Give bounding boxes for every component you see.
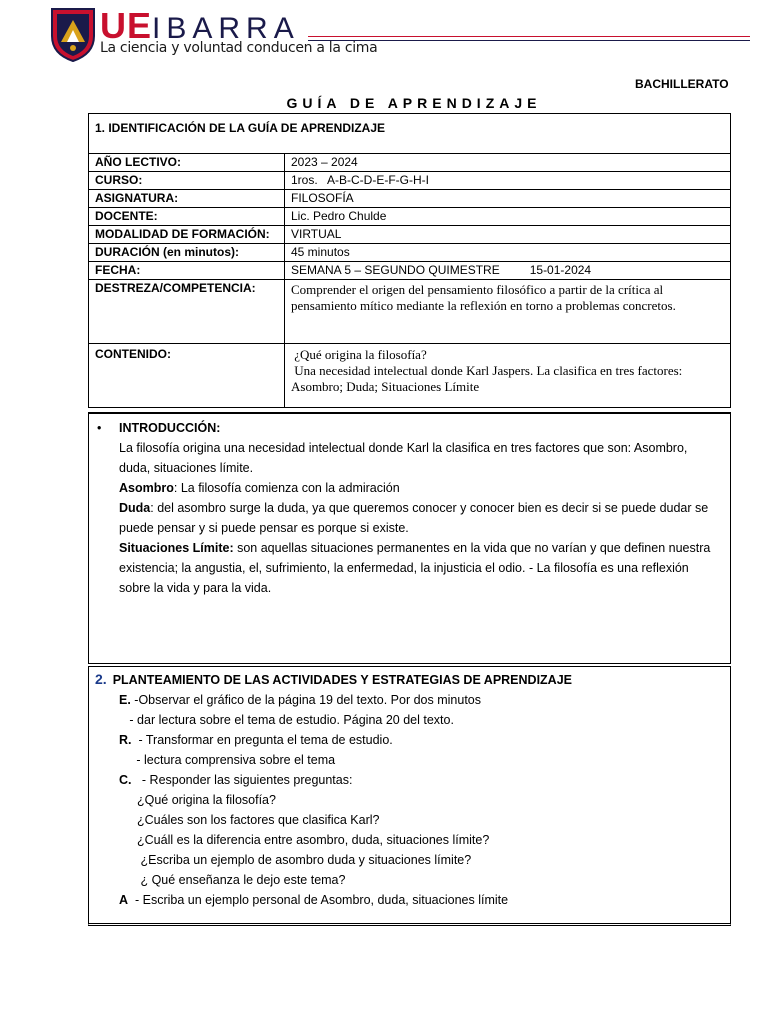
row-value: VIRTUAL xyxy=(291,227,342,241)
list-item: - dar lectura sobre el tema de estudio. Página 20 del texto. xyxy=(119,713,454,727)
identification-table xyxy=(88,113,731,408)
contenido-label: CONTENIDO: xyxy=(89,344,285,407)
step-text: - Responder las siguientes preguntas: xyxy=(131,773,353,787)
school-crest-icon xyxy=(48,6,98,62)
asombro-definition xyxy=(119,478,720,498)
question-item: ¿Qué origina la filosofía? xyxy=(137,793,276,807)
step-text: -Observar el gráfico de la página 19 del texto. Por dos minutos xyxy=(130,693,482,707)
situaciones-definition xyxy=(119,538,720,598)
step-letter: E. xyxy=(119,693,131,707)
table-row xyxy=(89,154,730,172)
destreza-value: Comprender el origen del pensamiento filosófico a partir de la crítica al pensamiento mítico mediante la reflexión en torno a problemas concretos. xyxy=(291,282,676,313)
question-item: ¿Cuáles son los factores que clasifica Karl? xyxy=(137,813,380,827)
question-item: ¿ Qué enseñanza le dejo este tema? xyxy=(137,873,346,887)
list-item xyxy=(119,890,730,910)
table-row xyxy=(89,244,730,262)
list-item xyxy=(119,730,730,750)
row-label: CURSO: xyxy=(89,172,285,189)
introduction-content xyxy=(89,414,730,598)
asombro-term: Asombro xyxy=(119,481,174,495)
list-item xyxy=(119,770,730,790)
activities-section xyxy=(88,666,731,926)
list-item xyxy=(119,690,730,710)
situaciones-term: Situaciones Límite: xyxy=(119,541,234,555)
brand-ue: UE xyxy=(100,5,153,46)
row-label: DURACIÓN (en minutos): xyxy=(89,244,285,261)
step-letter: C. xyxy=(119,773,132,787)
section-number: 2. xyxy=(95,671,107,687)
row-value: 2023 – 2024 xyxy=(291,155,358,169)
duda-text: : del asombro surge la duda, ya que queremos conocer y conocer bien es decir si se puede dudar se puede pensar y si puede pensar es porque si existe. xyxy=(119,501,709,535)
document-title: GUÍA DE APRENDIZAJE xyxy=(286,95,542,111)
step-letter: A xyxy=(119,893,129,907)
table-row xyxy=(89,190,730,208)
questions-list xyxy=(119,790,730,890)
duda-definition xyxy=(119,498,720,538)
row-value: 45 minutos xyxy=(291,245,350,259)
activities-heading-line xyxy=(95,669,730,690)
introduction-heading: INTRODUCCIÓN: xyxy=(119,421,221,435)
table-row xyxy=(89,172,730,190)
table-row xyxy=(89,226,730,244)
education-level: BACHILLERATO xyxy=(635,77,729,91)
activities-list xyxy=(95,690,730,910)
step-letter: R. xyxy=(119,733,132,747)
activities-heading: PLANTEAMIENTO DE LAS ACTIVIDADES Y ESTRATEGIAS DE APRENDIZAJE xyxy=(112,673,573,687)
row-value: FILOSOFÍA xyxy=(291,191,354,205)
row-value: SEMANA 5 – SEGUNDO QUIMESTRE 15-01-2024 xyxy=(291,263,592,277)
school-header xyxy=(48,6,748,64)
question-item: ¿Cuáll es la diferencia entre asombro, duda, situaciones límite? xyxy=(137,833,490,847)
contenido-value xyxy=(285,344,730,407)
introduction-section xyxy=(88,412,731,664)
contenido-line-2: Una necesidad intelectual donde Karl Jaspers. La clasifica en tres factores: Asombro; Duda; Situaciones Límite xyxy=(291,363,685,394)
destreza-row xyxy=(89,280,730,344)
destreza-label: DESTREZA/COMPETENCIA: xyxy=(89,280,285,343)
row-value: 1ros. A-B-C-D-E-F-G-H-I xyxy=(291,173,429,187)
table-row xyxy=(89,208,730,226)
identification-heading: 1. IDENTIFICACIÓN DE LA GUÍA DE APRENDIZAJE xyxy=(89,114,730,154)
table-row xyxy=(89,262,730,280)
row-label: AÑO LECTIVO: xyxy=(89,154,285,171)
row-label: ASIGNATURA: xyxy=(89,190,285,207)
row-label: DOCENTE: xyxy=(89,208,285,225)
contenido-row xyxy=(89,344,730,408)
contenido-line-1: ¿Qué origina la filosofía? xyxy=(291,347,427,362)
school-tagline: La ciencia y voluntad conducen a la cima xyxy=(100,40,378,56)
question-item: ¿Escriba un ejemplo de asombro duda y situaciones límite? xyxy=(137,853,472,867)
row-label: MODALIDAD DE FORMACIÓN: xyxy=(89,226,285,243)
asombro-text: : La filosofía comienza con la admiración xyxy=(173,481,400,495)
step-text: - Escriba un ejemplo personal de Asombro, duda, situaciones límite xyxy=(128,893,509,907)
situaciones-text: son aquellas situaciones permanentes en la vida que no varían y que definen nuestra existencia; la angustia, el, sufrimiento, la enfermedad, la injusticia el odio. - La filosofía es una reflexión sobre la vida y para la vida. xyxy=(119,541,711,595)
bullet-icon: • xyxy=(97,421,102,435)
step-text: - Transformar en pregunta el tema de estudio. xyxy=(131,733,393,747)
row-value: Lic. Pedro Chulde xyxy=(291,209,387,223)
introduction-paragraph: La filosofía origina una necesidad intelectual donde Karl la clasifica en tres factores que son: Asombro, duda, situaciones límite. xyxy=(119,441,688,475)
row-label: FECHA: xyxy=(89,262,285,279)
brand-rest: IBARRA xyxy=(152,12,300,45)
list-item: - lectura comprensiva sobre el tema xyxy=(119,753,336,767)
duda-term: Duda xyxy=(119,501,151,515)
